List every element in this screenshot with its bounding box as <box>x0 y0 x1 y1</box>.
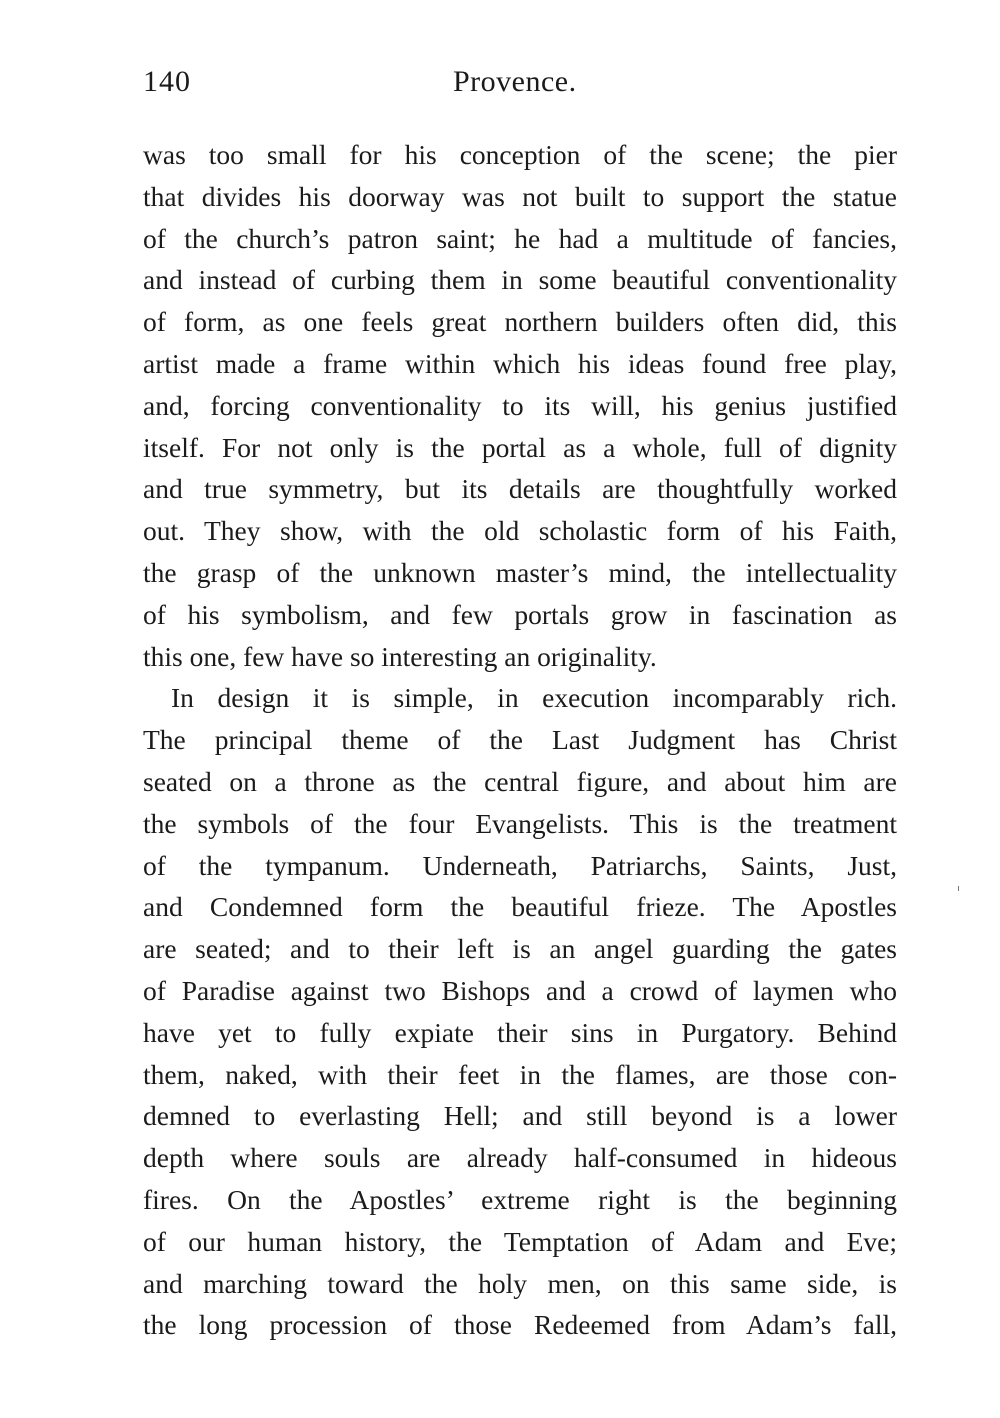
text-line: and Condemned form the beautiful frieze. The Apostles <box>143 891 897 923</box>
body-text <box>143 134 897 1346</box>
text-line: of our human history, the Temptation of Adam and Eve; <box>143 1225 897 1257</box>
paragraph-2 <box>143 677 897 1346</box>
text-line: The principal theme of the Last Judgment has Christ <box>143 724 897 756</box>
text-line: of the tympanum. Underneath, Patriarchs, Saints, Just, <box>143 849 897 881</box>
text-line: and marching toward the holy men, on this same side, is <box>143 1267 897 1299</box>
text-line: the grasp of the unknown master’s mind, the intellectuality <box>143 556 897 588</box>
text-line: and instead of curbing them in some beautiful conventionality <box>143 264 897 296</box>
text-line: demned to everlasting Hell; and still beyond is a lower <box>143 1100 897 1132</box>
text-line: that divides his doorway was not built to support the statue <box>143 180 897 212</box>
text-line: fires. On the Apostles’ extreme right is the beginning <box>143 1183 897 1215</box>
text-line: artist made a frame within which his ideas found free play, <box>143 347 897 379</box>
text-line: the symbols of the four Evangelists. This is the treatment <box>143 807 897 839</box>
text-line: In design it is simple, in execution incomparably rich. <box>171 682 897 714</box>
text-line: itself. For not only is the portal as a whole, full of dignity <box>143 431 897 463</box>
text-line: are seated; and to their left is an angel guarding the gates <box>143 933 897 965</box>
page-number: 140 <box>143 65 191 98</box>
text-line: and, forcing conventionality to its will, his genius justified <box>143 389 897 421</box>
paragraph-1 <box>143 134 897 677</box>
text-line: depth where souls are already half-consumed in hideous <box>143 1142 897 1174</box>
text-line: them, naked, with their feet in the flames, are those con- <box>143 1058 897 1090</box>
text-line: this one, few have so interesting an originality. <box>143 640 657 672</box>
text-line: out. They show, with the old scholastic form of his Faith, <box>143 515 897 547</box>
text-line: seated on a throne as the central figure, and about him are <box>143 765 897 797</box>
text-line: of the church’s patron saint; he had a multitude of fancies, <box>143 222 897 254</box>
text-line: the long procession of those Redeemed from Adam’s fall, <box>143 1309 897 1341</box>
print-speck <box>958 886 959 891</box>
page-header <box>143 60 897 104</box>
text-line: was too small for his conception of the scene; the pier <box>143 139 897 170</box>
text-line: and true symmetry, but its details are thoughtfully worked <box>143 473 897 505</box>
running-title: Provence. <box>453 65 577 98</box>
text-line: have yet to fully expiate their sins in Purgatory. Behind <box>143 1016 897 1048</box>
text-line: of his symbolism, and few portals grow in fascination as <box>143 598 897 630</box>
text-line: of Paradise against two Bishops and a crowd of laymen who <box>143 974 897 1006</box>
text-line: of form, as one feels great northern builders often did, this <box>143 306 897 338</box>
